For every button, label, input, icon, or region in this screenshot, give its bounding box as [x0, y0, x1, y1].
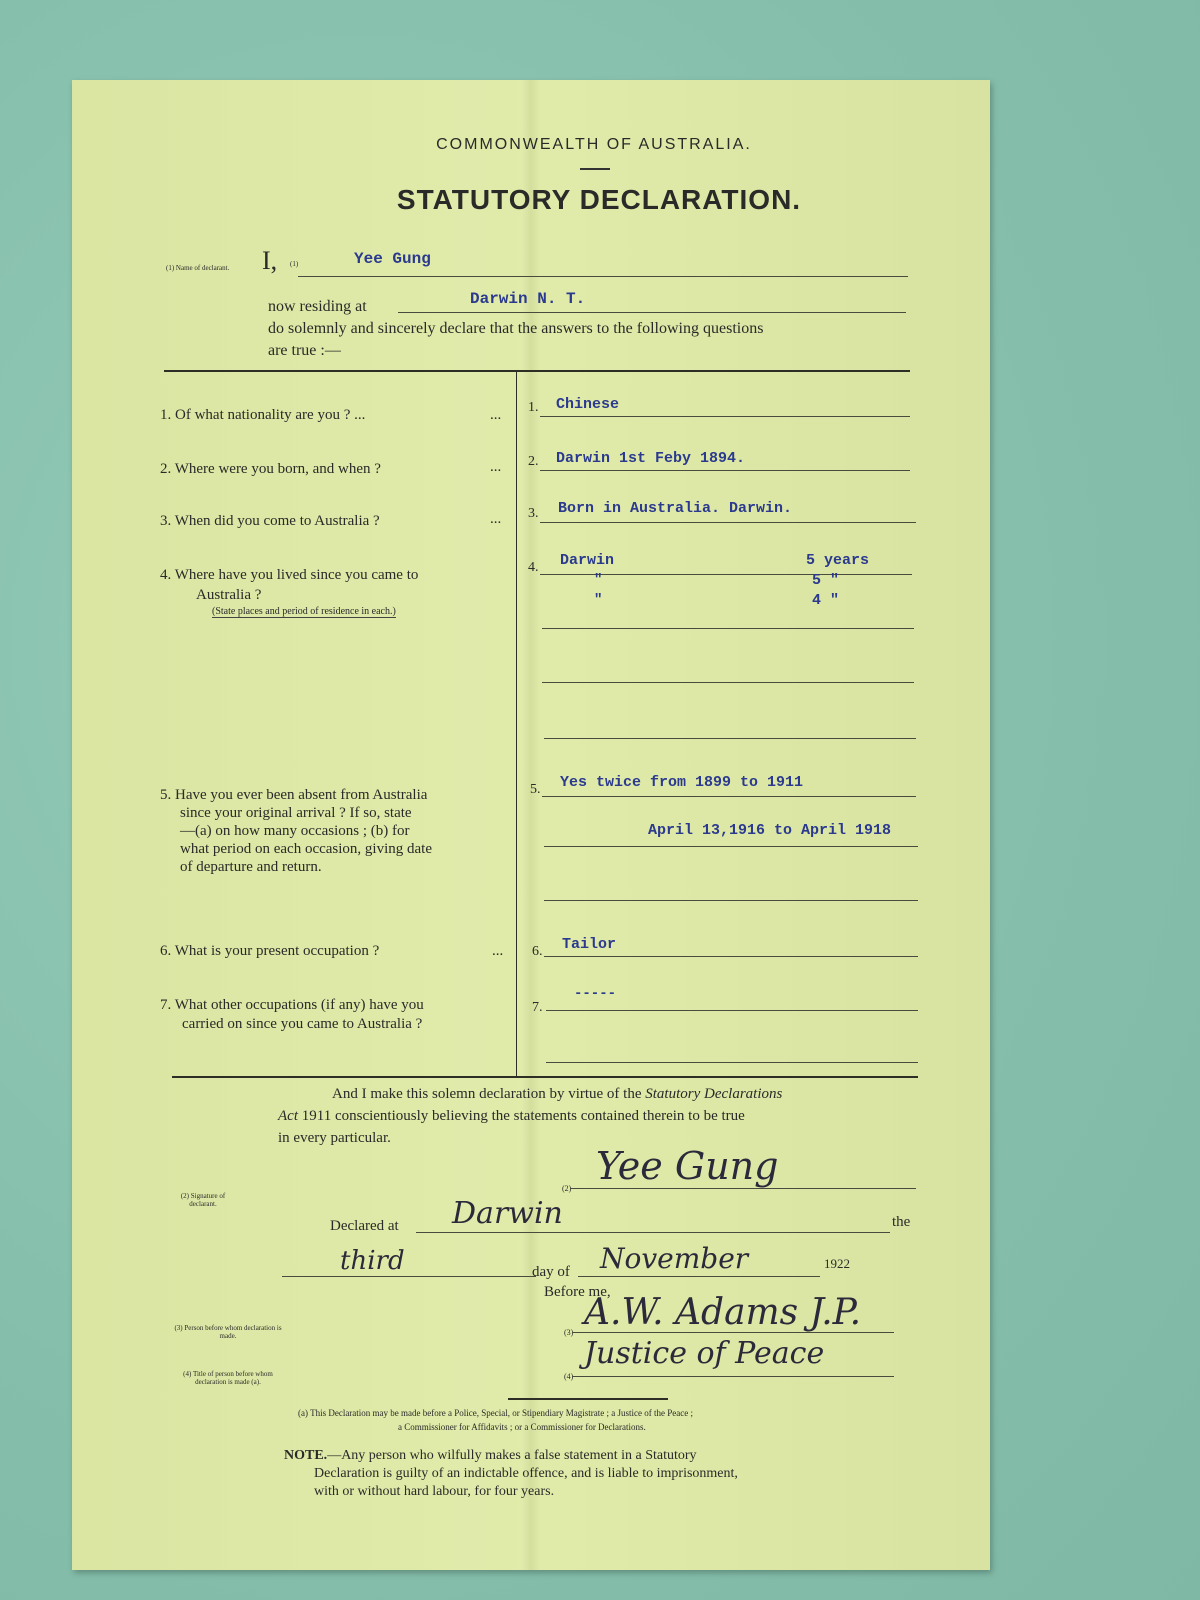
- closing-line-2: [278, 1108, 928, 1125]
- residence-value: Darwin N. T.: [470, 290, 586, 308]
- the-word: the: [892, 1214, 911, 1230]
- title-mark: (4): [564, 1372, 574, 1381]
- declarant-signature: Yee Gung: [596, 1144, 779, 1188]
- answer-2-number: 2.: [528, 454, 539, 469]
- question-4: 4. Where have you lived since you came to: [160, 567, 419, 583]
- country-heading: COMMONWEALTH OF AUSTRALIA.: [436, 136, 752, 153]
- question-7-line-1: 7. What other occupations (if any) have you: [160, 997, 424, 1013]
- declarant-prefix: I,: [262, 246, 278, 275]
- answer-3: Born in Australia. Darwin.: [558, 500, 793, 517]
- answer-6-line: [544, 956, 918, 957]
- answer-7-line-2: [546, 1062, 918, 1063]
- residence-row-3-period: 4 ": [812, 592, 840, 609]
- answer-3-line: [540, 522, 916, 523]
- question-7-line-2: carried on since you came to Australia ?: [182, 1016, 423, 1032]
- residence-row-1-place: Darwin: [560, 552, 615, 569]
- act-name: Statutory Declarations: [645, 1086, 783, 1102]
- act-word: Act: [278, 1108, 298, 1124]
- answer-5-line-2: April 13,1916 to April 1918: [648, 822, 892, 839]
- column-divider: [516, 372, 517, 1077]
- residence-row-3-place: ": [594, 592, 603, 608]
- closing-line-1-text: And I make this solemn declaration by virtue of the: [332, 1086, 642, 1102]
- note-line-1-text: —Any person who wilfully makes a false statement in a Statutory: [327, 1448, 697, 1463]
- answer-7-line-1: [546, 1010, 918, 1011]
- margin-note-signature: (2) Signature of declarant.: [180, 1192, 226, 1208]
- question-5-line-3: —(a) on how many occasions ; (b) for: [180, 823, 410, 839]
- residing-label: now residing at: [268, 298, 367, 315]
- month-value: November: [600, 1242, 749, 1275]
- answer-4-number: 4.: [528, 560, 539, 575]
- answer-1-line: [540, 416, 910, 417]
- question-1: 1. Of what nationality are you ? ...: [160, 407, 366, 423]
- answer-4-line-2: [542, 628, 914, 629]
- answer-5-rule-3: [544, 900, 918, 901]
- title-value: Justice of Peace: [584, 1336, 825, 1371]
- footnote-rule: [508, 1398, 668, 1400]
- closing-line-3: in every particular.: [278, 1130, 391, 1146]
- question-4-cont: Australia ?: [196, 587, 262, 603]
- answer-7-number: 7.: [532, 1000, 543, 1015]
- answer-5-rule-1: [542, 796, 916, 797]
- question-4-note: (State places and period of residence in each.): [212, 606, 396, 617]
- answer-6: Tailor: [562, 936, 617, 953]
- declared-at-label: Declared at: [330, 1218, 399, 1234]
- note-line-1: [284, 1448, 924, 1464]
- title-line: [572, 1376, 894, 1377]
- answer-3-number: 3.: [528, 506, 539, 521]
- answer-4-line-3: [542, 682, 914, 683]
- note-line-3: with or without hard labour, for four years.: [314, 1484, 555, 1499]
- form-title: STATUTORY DECLARATION.: [396, 184, 802, 215]
- question-5-line-5: of departure and return.: [180, 859, 322, 875]
- margin-note-title: (4) Title of person before whom declaration is made (a).: [183, 1370, 273, 1386]
- question-6-dots: ...: [492, 943, 504, 959]
- declare-line-2: are true :—: [268, 342, 341, 359]
- day-of-label: day of: [532, 1264, 570, 1280]
- answer-6-number: 6.: [532, 944, 543, 959]
- note-line-2: Declaration is guilty of an indictable offence, and is liable to imprisonment,: [314, 1466, 738, 1481]
- section-rule-bottom: [172, 1076, 918, 1078]
- signature-mark: (2): [562, 1184, 572, 1193]
- residence-line: [398, 312, 906, 313]
- section-rule-top: [164, 370, 910, 372]
- month-line: [578, 1276, 820, 1277]
- question-5-line-4: what period on each occasion, giving date: [180, 841, 432, 857]
- declared-place: Darwin: [452, 1196, 563, 1231]
- declare-line-1: do solemnly and sincerely declare that the answers to the following questions: [268, 320, 764, 337]
- answer-2: Darwin 1st Feby 1894.: [556, 450, 746, 467]
- answer-4-line-4: [544, 738, 916, 739]
- residence-row-2-place: ": [594, 572, 603, 588]
- question-2: 2. Where were you born, and when ?: [160, 461, 381, 477]
- answer-5-number: 5.: [530, 782, 541, 797]
- footnote-a-line-2: a Commissioner for Affidavits ; or a Commissioner for Declarations.: [398, 1422, 646, 1432]
- day-line: [282, 1276, 536, 1277]
- header-dash: [580, 168, 610, 170]
- closing-line-2-text: 1911 conscientiously believing the statements contained therein to be true: [301, 1108, 745, 1124]
- declarant-mark: (1): [290, 260, 299, 268]
- residence-row-2-period: 5 ": [812, 572, 840, 589]
- jp-signature-line: [572, 1332, 894, 1333]
- question-3-dots: ...: [490, 511, 502, 527]
- residence-row-1-period: 5 years: [806, 552, 870, 569]
- answer-2-line: [540, 470, 910, 471]
- note-label: NOTE.: [284, 1448, 328, 1463]
- jp-signature: A.W. Adams J.P.: [584, 1292, 862, 1333]
- question-5-line-2: since your original arrival ? If so, state: [180, 805, 412, 821]
- margin-note-person: (3) Person before whom declaration is made.: [174, 1324, 282, 1340]
- question-6: 6. What is your present occupation ?: [160, 943, 380, 959]
- declarant-name: Yee Gung: [354, 250, 431, 268]
- declaration-form: [72, 80, 990, 1570]
- answer-7: -----: [574, 986, 617, 1002]
- person-mark: (3): [564, 1328, 574, 1337]
- name-line: [298, 276, 908, 277]
- question-1-dots: ...: [490, 407, 502, 423]
- answer-1: Chinese: [556, 396, 620, 413]
- footnote-a-line-1: (a) This Declaration may be made before a Police, Special, or Stipendiary Magistrate ; a Justice of the Peace ;: [298, 1408, 693, 1418]
- answer-5-line-1: Yes twice from 1899 to 1911: [560, 774, 804, 791]
- question-3: 3. When did you come to Australia ?: [160, 513, 380, 529]
- answer-5-rule-2: [544, 846, 918, 847]
- answer-1-number: 1.: [528, 400, 539, 415]
- question-2-dots: ...: [490, 459, 502, 475]
- signature-line: [570, 1188, 916, 1189]
- day-value: third: [340, 1246, 405, 1276]
- year-value: 1922: [824, 1256, 850, 1271]
- place-line: [416, 1232, 890, 1233]
- margin-note-declarant: (1) Name of declarant.: [166, 264, 230, 272]
- question-5-line-1: 5. Have you ever been absent from Australia: [160, 787, 428, 803]
- before-me-label: Before me,: [544, 1284, 611, 1300]
- closing-line-1: [332, 1086, 922, 1103]
